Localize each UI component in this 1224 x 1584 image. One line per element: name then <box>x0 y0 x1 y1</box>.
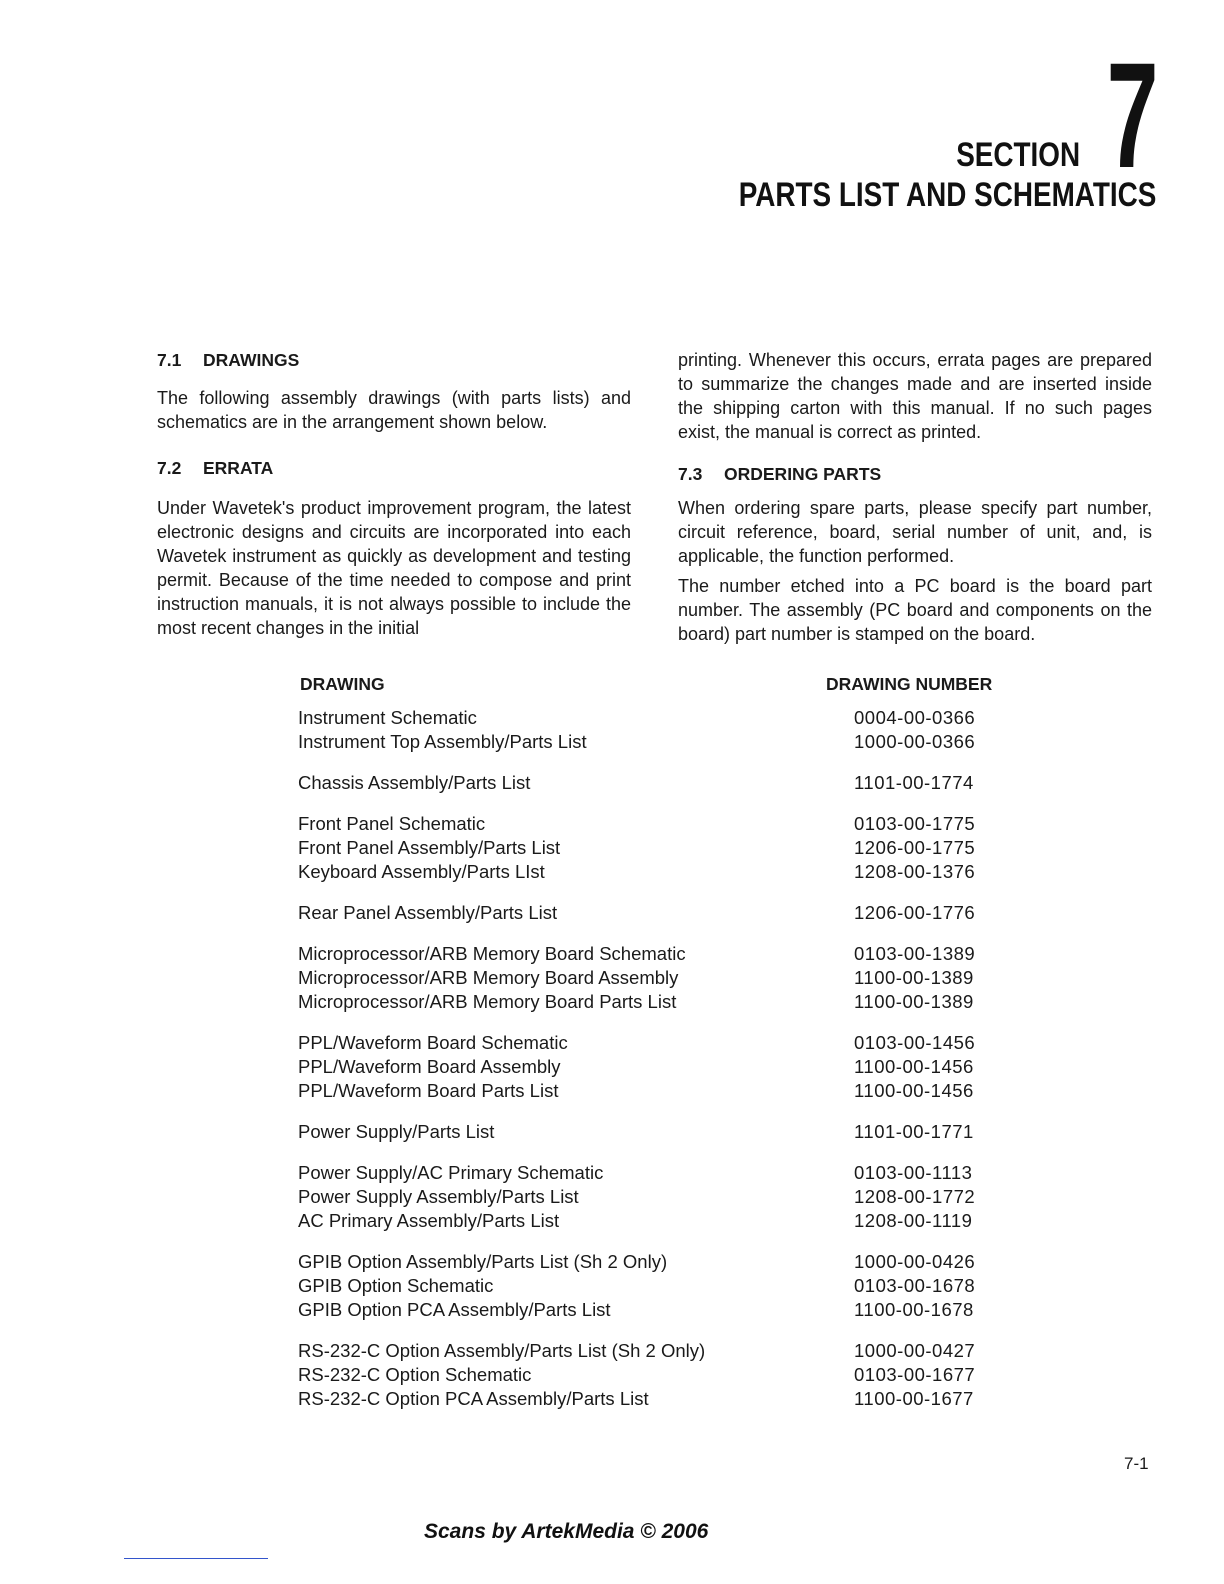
drawing-name: PPL/Waveform Board Parts List <box>298 1080 559 1101</box>
table-group <box>298 706 998 754</box>
errata-heading <box>157 456 631 480</box>
errata-heading-text: ERRATA <box>203 458 274 478</box>
drawing-name: GPIB Option Assembly/Parts List (Sh 2 Only) <box>298 1251 668 1272</box>
table-group <box>298 812 998 884</box>
drawing-number: 1208-00-1772 <box>854 1186 976 1207</box>
drawing-name: RS-232-C Option Assembly/Parts List (Sh 2 Only) <box>298 1340 706 1361</box>
drawing-name: GPIB Option PCA Assembly/Parts List <box>298 1299 611 1320</box>
drawing-number: 1101-00-1771 <box>854 1121 974 1142</box>
section-number: 7 <box>1106 31 1158 199</box>
table-row <box>298 966 998 990</box>
drawing-number: 1100-00-1456 <box>854 1056 974 1077</box>
table-group <box>298 1339 998 1411</box>
drawing-name: GPIB Option Schematic <box>298 1275 494 1296</box>
drawing-number: 1208-00-1376 <box>854 861 976 882</box>
table-row <box>298 901 998 925</box>
ordering-heading-text: ORDERING PARTS <box>724 464 882 484</box>
table-group <box>298 1120 998 1144</box>
table-row <box>298 1363 998 1387</box>
errata-heading-number: 7.2 <box>157 458 182 478</box>
table-row <box>298 1120 998 1144</box>
column-header-drawing: DRAWING <box>300 674 385 694</box>
table-group <box>298 942 998 1014</box>
table-group <box>298 1161 998 1233</box>
drawing-name: Power Supply Assembly/Parts List <box>298 1186 579 1207</box>
errata-paragraph: Under Wavetek's product improvement program, the latest electronic designs and circuits are incorporated into each Wavetek instrument as quickly as development and testing permit. Because of the time needed to compose and print instruction manuals, it is not always possible to include the most recent changes in the initial <box>157 498 631 638</box>
page-title: PARTS LIST AND SCHEMATICS <box>738 176 1156 214</box>
table-row <box>298 771 998 795</box>
drawing-number: 0103-00-1677 <box>854 1364 976 1385</box>
column-header-drawing-number: DRAWING NUMBER <box>826 674 993 694</box>
drawing-number: 1100-00-1678 <box>854 1299 974 1320</box>
ordering-paragraph-1: When ordering spare parts, please specify part number, circuit reference, board, serial number of unit, and, is applicable, the function performed. <box>678 498 1152 566</box>
table-row <box>298 1209 998 1233</box>
drawing-name: Microprocessor/ARB Memory Board Parts List <box>298 991 677 1012</box>
table-header <box>298 674 998 700</box>
page-number: 7-1 <box>1124 1454 1149 1473</box>
drawing-name: Instrument Top Assembly/Parts List <box>298 731 587 752</box>
footer-rule <box>124 1558 268 1559</box>
drawing-number: 1000-00-0427 <box>854 1340 976 1361</box>
drawing-number: 1101-00-1774 <box>854 772 974 793</box>
table-row <box>298 1387 998 1411</box>
drawing-number: 1100-00-1389 <box>854 967 974 988</box>
drawings-heading-text: DRAWINGS <box>203 350 300 370</box>
table-row <box>298 1250 998 1274</box>
drawing-name: RS-232-C Option Schematic <box>298 1364 532 1385</box>
drawing-number: 1000-00-0366 <box>854 731 976 752</box>
drawing-number: 0004-00-0366 <box>854 707 976 728</box>
drawing-number: 0103-00-1678 <box>854 1275 976 1296</box>
ordering-heading-number: 7.3 <box>678 464 703 484</box>
drawing-name: AC Primary Assembly/Parts List <box>298 1210 560 1231</box>
ordering-heading <box>678 462 1152 486</box>
drawing-number: 0103-00-1456 <box>854 1032 976 1053</box>
drawing-name: PPL/Waveform Board Assembly <box>298 1056 561 1077</box>
right-column <box>678 348 1152 646</box>
drawings-heading-number: 7.1 <box>157 350 182 370</box>
drawing-number: 1100-00-1389 <box>854 991 974 1012</box>
drawing-name: Front Panel Assembly/Parts List <box>298 837 561 858</box>
table-row <box>298 1298 998 1322</box>
drawing-name: Microprocessor/ARB Memory Board Assembly <box>298 967 679 988</box>
table-row <box>298 860 998 884</box>
drawing-number: 1100-00-1456 <box>854 1080 974 1101</box>
table-group <box>298 901 998 925</box>
drawing-number: 0103-00-1389 <box>854 943 976 964</box>
drawing-name: Front Panel Schematic <box>298 813 486 834</box>
table-row <box>298 730 998 754</box>
drawing-number: 1208-00-1119 <box>854 1210 973 1231</box>
table-row <box>298 1339 998 1363</box>
drawing-name: Microprocessor/ARB Memory Board Schematic <box>298 943 686 964</box>
table-body <box>298 706 998 1411</box>
table-group <box>298 1250 998 1322</box>
drawing-name: Keyboard Assembly/Parts LIst <box>298 861 545 882</box>
table-group <box>298 771 998 795</box>
drawing-name: Chassis Assembly/Parts List <box>298 772 531 793</box>
table-row <box>298 990 998 1014</box>
table-row <box>298 706 998 730</box>
table-row <box>298 836 998 860</box>
drawing-number: 0103-00-1113 <box>854 1162 973 1183</box>
drawing-name: Power Supply/AC Primary Schematic <box>298 1162 604 1183</box>
drawings-table <box>298 674 998 1411</box>
drawing-number: 1206-00-1776 <box>854 902 976 923</box>
drawing-name: Instrument Schematic <box>298 707 477 728</box>
errata-continuation: printing. Whenever this occurs, errata pages are prepared to summarize the changes made and are inserted inside the shipping carton with this manual. If no such pages exist, the manual is correct as printed. <box>678 350 1152 442</box>
section-label: SECTION <box>956 136 1080 174</box>
ordering-paragraph-2: The number etched into a PC board is the board part number. The assembly (PC board and components on the board) part number is stamped on the board. <box>678 576 1152 644</box>
drawing-name: RS-232-C Option PCA Assembly/Parts List <box>298 1388 649 1409</box>
drawing-number: 1000-00-0426 <box>854 1251 976 1272</box>
table-row <box>298 1055 998 1079</box>
drawing-number: 1206-00-1775 <box>854 837 976 858</box>
scan-credit: Scans by ArtekMedia © 2006 <box>424 1520 709 1543</box>
drawing-name: PPL/Waveform Board Schematic <box>298 1032 568 1053</box>
table-row <box>298 812 998 836</box>
drawing-name: Power Supply/Parts List <box>298 1121 495 1142</box>
left-column <box>157 348 631 640</box>
drawings-paragraph: The following assembly drawings (with parts lists) and schematics are in the arrangement shown below. <box>157 388 631 432</box>
table-row <box>298 1185 998 1209</box>
table-row <box>298 1079 998 1103</box>
drawing-number: 0103-00-1775 <box>854 813 976 834</box>
table-group <box>298 1031 998 1103</box>
drawing-name: Rear Panel Assembly/Parts List <box>298 902 558 923</box>
table-row <box>298 1161 998 1185</box>
table-row <box>298 1031 998 1055</box>
table-row <box>298 942 998 966</box>
drawings-heading <box>157 348 631 372</box>
table-row <box>298 1274 998 1298</box>
drawing-number: 1100-00-1677 <box>854 1388 974 1409</box>
